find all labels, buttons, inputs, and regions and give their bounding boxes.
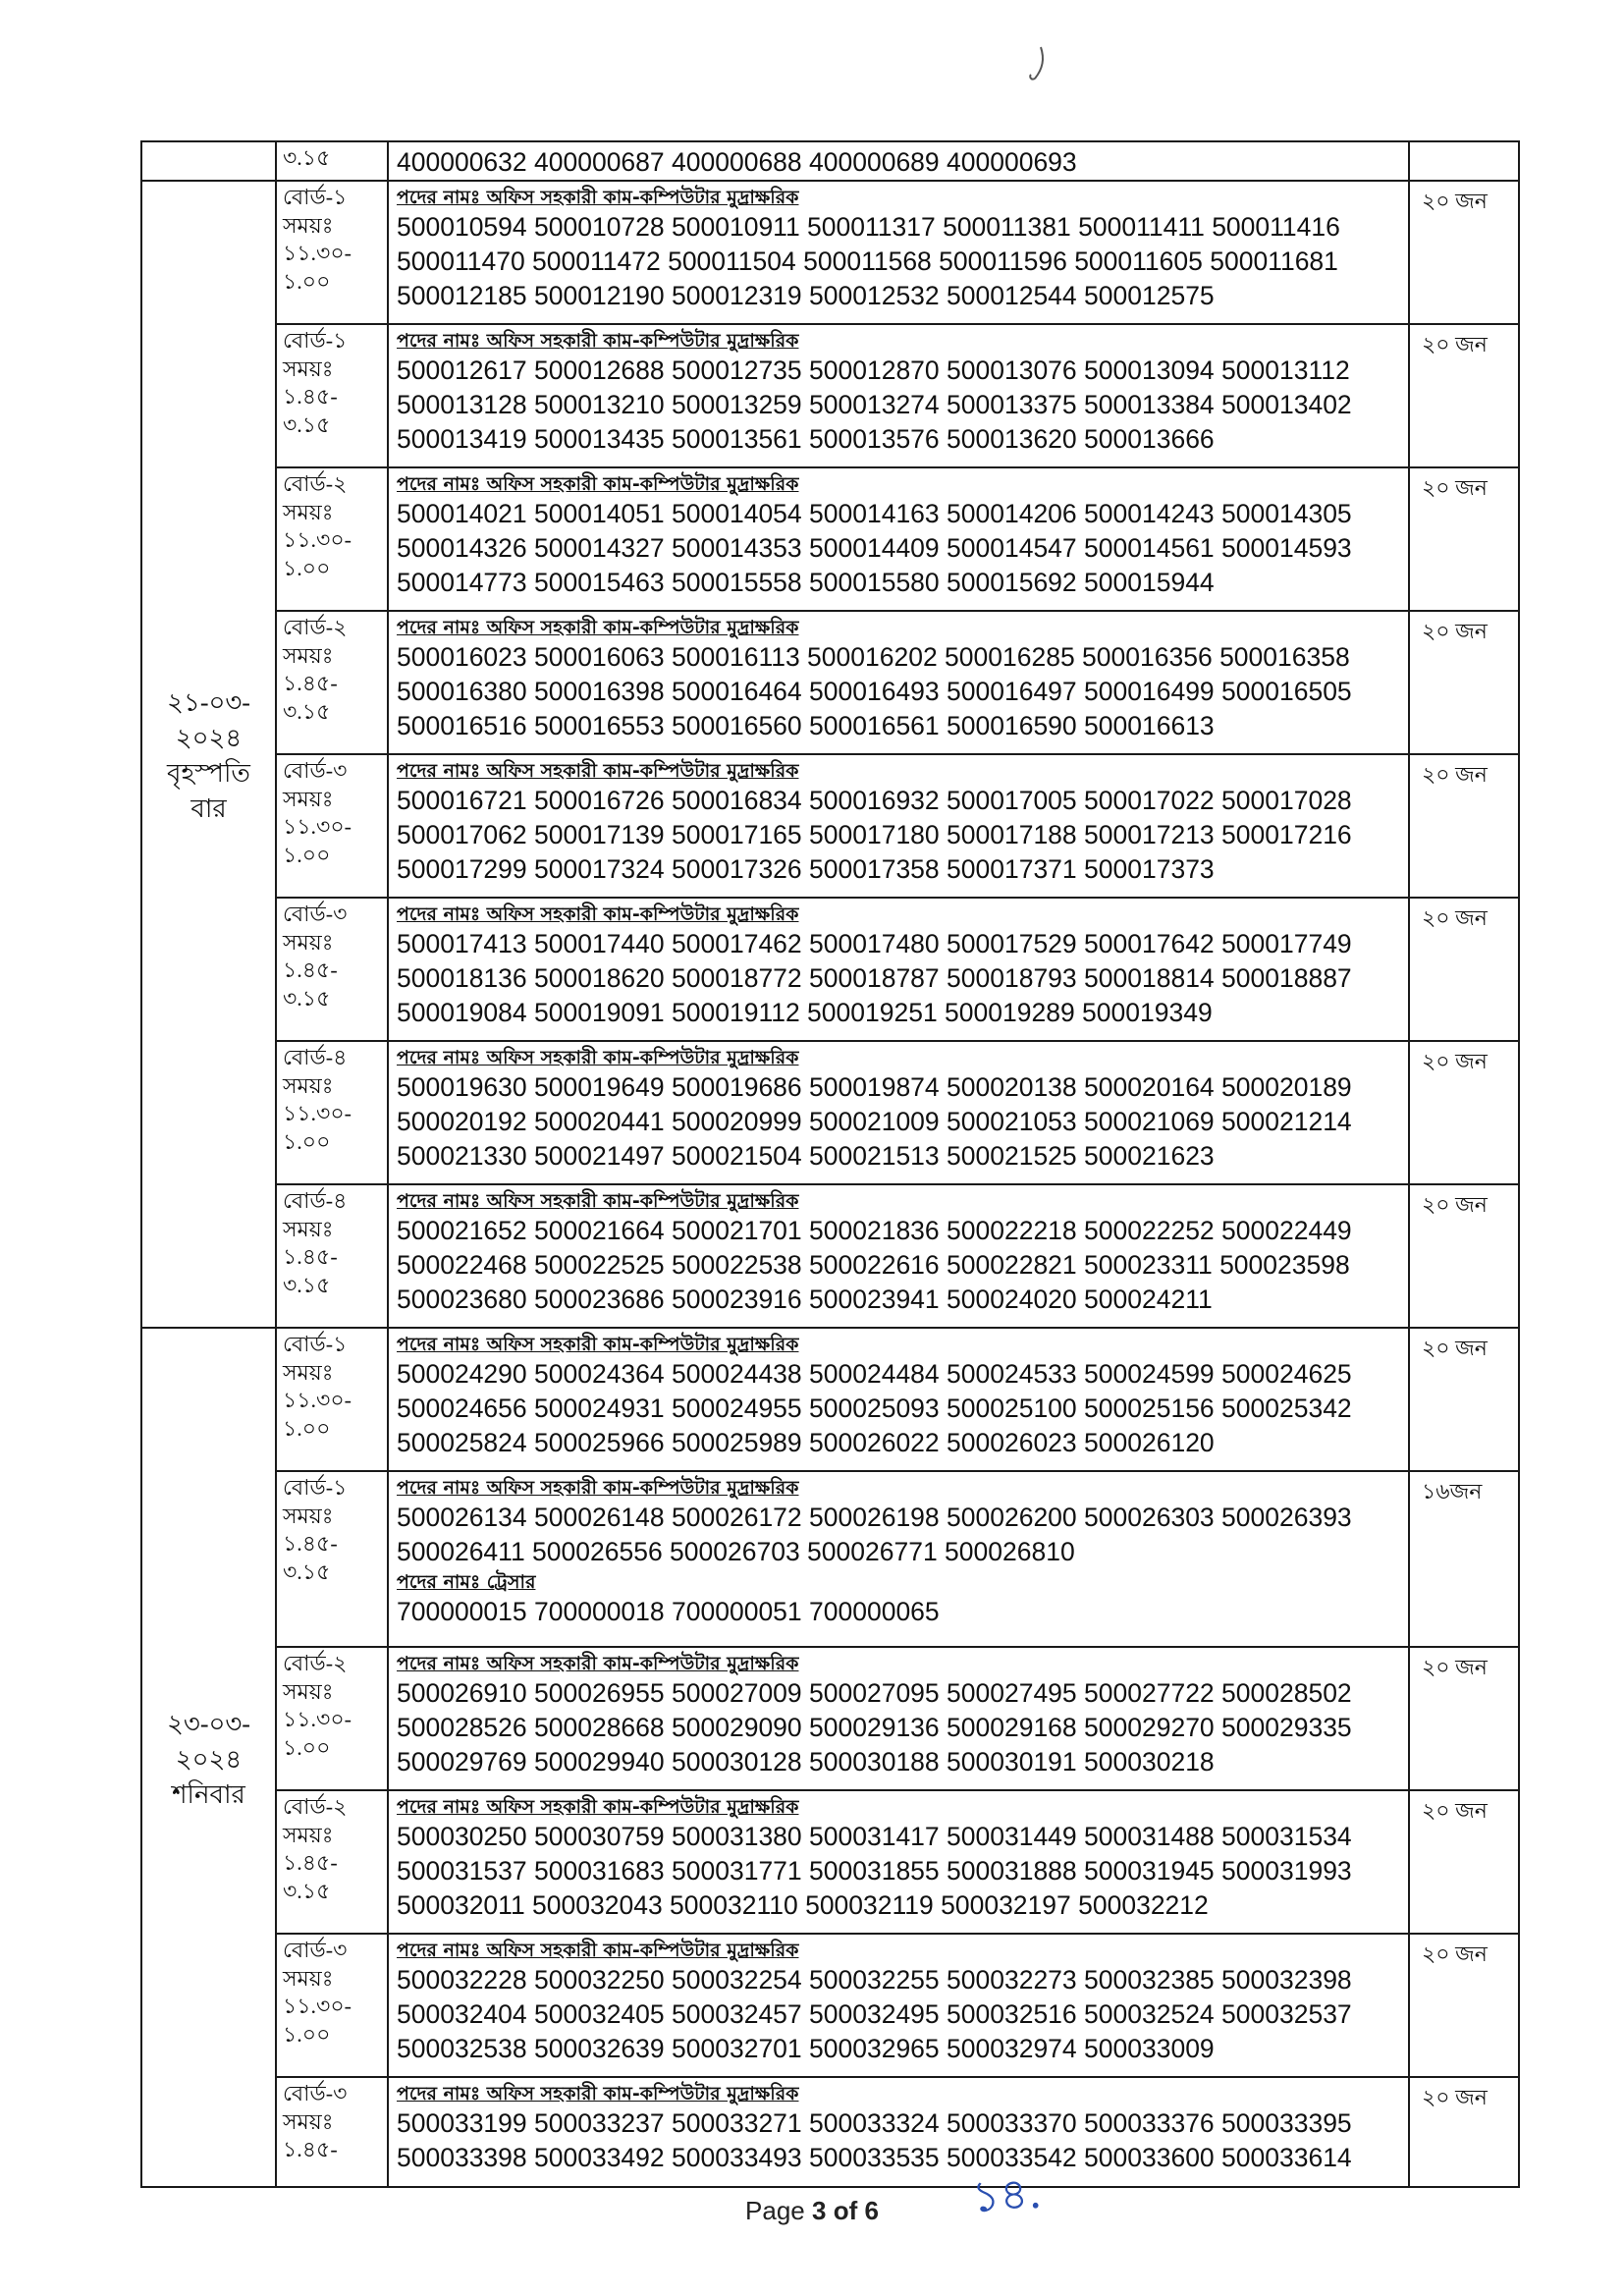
board-time-line: ৩.১৫ — [283, 698, 331, 724]
post-title: পদের নামঃ অফিস সহকারী কাম-কম্পিউটার মুদ্রাক্ষরিক — [397, 330, 799, 352]
board-cell — [276, 467, 388, 611]
candidate-count: ২০ জন — [1422, 619, 1488, 643]
date-line: ২১-০৩- — [167, 688, 250, 717]
roll-line: 500016516 500016553 500016560 500016561 500016590 500016613 — [397, 711, 1215, 740]
candidate-count: ২০ জন — [1422, 2085, 1488, 2109]
board-cell — [276, 1471, 388, 1647]
count-cell — [1409, 1647, 1519, 1790]
board-cell — [276, 1328, 388, 1471]
board-time-line: ১.০০ — [283, 555, 331, 580]
rolls-cell — [388, 1328, 1409, 1471]
roll-line: 500026910 500026955 500027009 500027095 500027495 500027722 500028502 — [397, 1678, 1352, 1708]
date-line: বৃহস্পতি — [167, 759, 250, 788]
table-row — [141, 141, 1519, 181]
roll-line: 500017413 500017440 500017462 500017480 500017529 500017642 500017749 — [397, 929, 1352, 958]
page-number — [0, 2196, 1624, 2226]
board-time-line: সময়ঃ — [283, 2108, 334, 2134]
board-time-line: সময়ঃ — [283, 355, 334, 381]
board-time-line: ১.৪৫- — [283, 1244, 338, 1270]
board-time-line: ১১.৩০- — [283, 1994, 352, 2019]
roll-line: 500014326 500014327 500014353 500014409 500014547 500014561 500014593 — [397, 533, 1352, 563]
board-label: বোর্ড-২ — [283, 615, 348, 639]
candidate-count: ২০ জন — [1422, 1655, 1488, 1679]
roll-line: 500028526 500028668 500029090 500029136 500029168 500029270 500029335 — [397, 1713, 1352, 1742]
roll-line: 500021330 500021497 500021504 500021513 500021525 500021623 — [397, 1141, 1215, 1171]
count-cell — [1409, 181, 1519, 324]
rolls-cell — [388, 324, 1409, 467]
board-time-line: ১.০০ — [283, 1415, 331, 1441]
board-time-line: সময়ঃ — [283, 642, 334, 668]
candidate-count: ২০ জন — [1422, 1049, 1488, 1073]
post-title: পদের নামঃ অফিস সহকারী কাম-কম্পিউটার মুদ্রাক্ষরিক — [397, 617, 799, 638]
board-time-line: ১.৪৫- — [283, 957, 338, 983]
post-title: পদের নামঃ অফিস সহকারী কাম-কম্পিউটার মুদ্রাক্ষরিক — [397, 1334, 799, 1355]
page-current: 3 — [812, 2196, 827, 2225]
board-time-line: সময়ঃ — [283, 1359, 334, 1385]
board-cell — [276, 181, 388, 324]
candidate-count: ২০ জন — [1422, 1798, 1488, 1823]
board-time-line: ১.০০ — [283, 2021, 331, 2047]
post-title: পদের নামঃ অফিস সহকারী কাম-কম্পিউটার মুদ্রাক্ষরিক — [397, 760, 799, 782]
board-time-line: ১.৪৫- — [283, 671, 338, 696]
table-row — [141, 1647, 1519, 1790]
board-label: বোর্ড-২ — [283, 471, 348, 496]
post-title: পদের নামঃ অফিস সহকারী কাম-কম্পিউটার মুদ্রাক্ষরিক — [397, 1477, 799, 1499]
roll-line: 500026411 500026556 500026703 500026771 500026810 — [397, 1537, 1075, 1566]
roll-line: 500013128 500013210 500013259 500013274 500013375 500013384 500013402 — [397, 390, 1352, 419]
board-label: বোর্ড-৩ — [283, 1938, 348, 1962]
roll-line: 500010594 500010728 500010911 500011317 500011381 500011411 500011416 — [397, 212, 1340, 242]
board-time-line: ১১.৩০- — [283, 1101, 352, 1126]
rolls-cell — [388, 1647, 1409, 1790]
roll-line: 500024656 500024931 500024955 500025093 500025100 500025156 500025342 — [397, 1394, 1352, 1423]
board-time-line: ৩.১৫ — [283, 985, 331, 1011]
count-cell — [1409, 1471, 1519, 1647]
board-time-line: ১১.৩০- — [283, 1388, 352, 1413]
count-cell — [1409, 611, 1519, 754]
board-time-line: ১.৪৫- — [283, 384, 338, 410]
roll-line: 500019084 500019091 500019112 500019251 500019289 500019349 — [397, 998, 1213, 1027]
board-label: বোর্ড-৩ — [283, 902, 348, 926]
roll-line: 500016721 500016726 500016834 500016932 500017005 500017022 500017028 — [397, 786, 1352, 815]
board-time-line: ১.৪৫- — [283, 1850, 338, 1876]
board-time-line: ১.০০ — [283, 1734, 331, 1760]
rolls-cell — [388, 611, 1409, 754]
board-cell — [276, 1647, 388, 1790]
table-row — [141, 898, 1519, 1041]
roll-line: 500032011 500032043 500032110 500032119 500032197 500032212 — [397, 1890, 1209, 1920]
board-label: বোর্ড-১ — [283, 1332, 348, 1356]
count-cell — [1409, 754, 1519, 898]
board-time-line: সময়ঃ — [283, 1216, 334, 1241]
board-cell — [276, 1934, 388, 2077]
board-cell — [276, 2077, 388, 2187]
post-title: পদের নামঃ অফিস সহকারী কাম-কম্পিউটার মুদ্রাক্ষরিক — [397, 1047, 799, 1068]
roll-line: 500025824 500025966 500025989 500026022 500026023 500026120 — [397, 1428, 1215, 1457]
rolls-cell — [388, 467, 1409, 611]
date-line: ২০২৪ — [175, 1744, 243, 1774]
board-time-line: সময়ঃ — [283, 212, 334, 238]
board-time-line: সময়ঃ — [283, 786, 334, 811]
table-row — [141, 467, 1519, 611]
rolls-cell — [388, 141, 1409, 181]
candidate-count: ২০ জন — [1422, 1192, 1488, 1217]
candidate-count: ২০ জন — [1422, 475, 1488, 500]
table-row — [141, 1328, 1519, 1471]
count-cell — [1409, 324, 1519, 467]
roll-line: 500029769 500029940 500030128 500030188 500030191 500030218 — [397, 1747, 1215, 1777]
board-cell — [276, 898, 388, 1041]
roll-line: 500031537 500031683 500031771 500031855 500031888 500031945 500031993 — [397, 1856, 1352, 1886]
date-cell — [141, 141, 276, 181]
candidate-count: ২০ জন — [1422, 332, 1488, 356]
date-line: ২৩-০৩- — [167, 1709, 250, 1738]
roll-line: 500012185 500012190 500012319 500012532 500012544 500012575 — [397, 281, 1215, 310]
board-label: বোর্ড-১ — [283, 185, 348, 209]
board-time-line: ১.০০ — [283, 1128, 331, 1154]
rolls-cell — [388, 1184, 1409, 1328]
board-label: বোর্ড-৪ — [283, 1188, 348, 1213]
candidate-count: ২০ জন — [1422, 905, 1488, 930]
roll-line: 500014773 500015463 500015558 500015580 500015692 500015944 — [397, 568, 1215, 597]
post-title: পদের নামঃ ট্রেসার — [397, 1571, 536, 1593]
rolls-cell — [388, 1041, 1409, 1184]
board-time-line: ৩.১৫ — [283, 411, 331, 437]
count-cell — [1409, 1184, 1519, 1328]
handwritten-page-mark: ১৪. — [970, 2167, 1044, 2223]
candidate-count: ২০ জন — [1422, 189, 1488, 213]
roll-line: 400000632 400000687 400000688 400000689 400000693 — [397, 147, 1077, 177]
board-time-line: ১১.৩০- — [283, 241, 352, 266]
board-time-line: ৩.১৫ — [283, 1558, 331, 1584]
board-cell — [276, 1041, 388, 1184]
date-line: ২০২৪ — [175, 724, 243, 752]
roll-line: 500016380 500016398 500016464 500016493 500016497 500016499 500016505 — [397, 677, 1352, 706]
roll-line: 500033398 500033492 500033493 500033535 500033542 500033600 500033614 — [397, 2143, 1352, 2172]
table-row — [141, 1471, 1519, 1647]
roll-line: 500020192 500020441 500020999 500021009 500021053 500021069 500021214 — [397, 1107, 1352, 1136]
roll-line: 500014021 500014051 500014054 500014163 500014206 500014243 500014305 — [397, 499, 1352, 528]
board-label: বোর্ড-২ — [283, 1651, 348, 1675]
rolls-cell — [388, 1934, 1409, 2077]
board-time-line: সময়ঃ — [283, 1072, 334, 1098]
roll-line: 500022468 500022525 500022538 500022616 500022821 500023311 500023598 — [397, 1250, 1350, 1280]
page-of: of — [833, 2196, 858, 2225]
roll-line: 500024290 500024364 500024438 500024484 500024533 500024599 500024625 — [397, 1359, 1352, 1389]
table-row — [141, 1790, 1519, 1934]
schedule-table-body — [141, 141, 1519, 2187]
table-row — [141, 1934, 1519, 2077]
table-row — [141, 181, 1519, 324]
schedule-table — [140, 140, 1520, 2188]
table-row — [141, 1184, 1519, 1328]
post-title: পদের নামঃ অফিস সহকারী কাম-কম্পিউটার মুদ্রাক্ষরিক — [397, 1940, 799, 1961]
count-cell — [1409, 2077, 1519, 2187]
board-label: বোর্ড-১ — [283, 328, 348, 353]
board-time-line: ১.৪৫- — [283, 2137, 338, 2162]
roll-line: 500021652 500021664 500021701 500021836 500022218 500022252 500022449 — [397, 1216, 1352, 1245]
board-time-line: ১.০০ — [283, 268, 331, 294]
roll-line: 700000015 700000018 700000051 700000065 — [397, 1597, 940, 1626]
count-cell — [1409, 141, 1519, 181]
date-cell — [141, 181, 276, 1328]
candidate-count: ১৬জন — [1422, 1479, 1483, 1503]
board-cell — [276, 1184, 388, 1328]
board-time-line: ১১.৩০- — [283, 527, 352, 553]
candidate-count: ২০ জন — [1422, 1336, 1488, 1360]
board-time-line: ৩.১৫ — [283, 1878, 331, 1903]
roll-line: 500017299 500017324 500017326 500017358 500017371 500017373 — [397, 854, 1215, 884]
date-line: বার — [190, 794, 227, 823]
board-cell — [276, 324, 388, 467]
pen-scribble-icon — [1021, 39, 1060, 88]
candidate-count: ২০ জন — [1422, 762, 1488, 787]
board-cell — [276, 141, 388, 181]
board-time-line: সময়ঃ — [283, 1965, 334, 1991]
rolls-cell — [388, 2077, 1409, 2187]
rolls-cell — [388, 898, 1409, 1041]
board-label: বোর্ড-১ — [283, 1475, 348, 1500]
count-cell — [1409, 898, 1519, 1041]
board-time-line: সময়ঃ — [283, 1678, 334, 1704]
board-time-line: ৩.১৫ — [283, 145, 331, 170]
post-title: পদের নামঃ অফিস সহকারী কাম-কম্পিউটার মুদ্রাক্ষরিক — [397, 2083, 799, 2105]
board-label: বোর্ড-৩ — [283, 758, 348, 783]
count-cell — [1409, 1790, 1519, 1934]
post-title: পদের নামঃ অফিস সহকারী কাম-কম্পিউটার মুদ্রাক্ষরিক — [397, 1190, 799, 1212]
rolls-cell — [388, 181, 1409, 324]
board-time-line: সময়ঃ — [283, 1503, 334, 1528]
board-time-line: সময়ঃ — [283, 929, 334, 955]
rolls-cell — [388, 1471, 1409, 1647]
roll-line: 500032404 500032405 500032457 500032495 500032516 500032524 500032537 — [397, 1999, 1352, 2029]
roll-line: 500019630 500019649 500019686 500019874 500020138 500020164 500020189 — [397, 1072, 1352, 1102]
table-row — [141, 611, 1519, 754]
page-label: Page — [745, 2196, 805, 2225]
table-row — [141, 2077, 1519, 2187]
board-time-line: ১১.৩০- — [283, 1707, 352, 1732]
board-cell — [276, 1790, 388, 1934]
board-time-line: ১.০০ — [283, 842, 331, 867]
date-line: শনিবার — [172, 1779, 245, 1809]
rolls-cell — [388, 1790, 1409, 1934]
post-title: পদের নামঃ অফিস সহকারী কাম-কম্পিউটার মুদ্রাক্ষরিক — [397, 1796, 799, 1818]
roll-line: 500032538 500032639 500032701 500032965 500032974 500033009 — [397, 2034, 1215, 2063]
count-cell — [1409, 1328, 1519, 1471]
board-time-line: ১১.৩০- — [283, 814, 352, 840]
roll-line: 500023680 500023686 500023916 500023941 500024020 500024211 — [397, 1285, 1213, 1314]
roll-line: 500013419 500013435 500013561 500013576 500013620 500013666 — [397, 424, 1215, 454]
post-title: পদের নামঃ অফিস সহকারী কাম-কম্পিউটার মুদ্রাক্ষরিক — [397, 903, 799, 925]
roll-line: 500011470 500011472 500011504 500011568 500011596 500011605 500011681 — [397, 246, 1338, 276]
count-cell — [1409, 1934, 1519, 2077]
roll-line: 500018136 500018620 500018772 500018787 500018793 500018814 500018887 — [397, 963, 1352, 993]
count-cell — [1409, 467, 1519, 611]
post-title: পদের নামঃ অফিস সহকারী কাম-কম্পিউটার মুদ্রাক্ষরিক — [397, 1653, 799, 1674]
roll-line: 500012617 500012688 500012735 500012870 500013076 500013094 500013112 — [397, 355, 1350, 385]
board-time-line: সময়ঃ — [283, 499, 334, 524]
roll-line: 500017062 500017139 500017165 500017180 500017188 500017213 500017216 — [397, 820, 1352, 849]
table-row — [141, 1041, 1519, 1184]
board-time-line: সময়ঃ — [283, 1822, 334, 1847]
board-time-line: ৩.১৫ — [283, 1272, 331, 1297]
table-row — [141, 754, 1519, 898]
roll-line: 500016023 500016063 500016113 500016202 500016285 500016356 500016358 — [397, 642, 1350, 672]
roll-line: 500032228 500032250 500032254 500032255 500032273 500032385 500032398 — [397, 1965, 1352, 1995]
board-label: বোর্ড-২ — [283, 1794, 348, 1819]
board-cell — [276, 611, 388, 754]
board-time-line: ১.৪৫- — [283, 1531, 338, 1557]
roll-line: 500030250 500030759 500031380 500031417 500031449 500031488 500031534 — [397, 1822, 1352, 1851]
board-label: বোর্ড-৪ — [283, 1045, 348, 1069]
candidate-count: ২০ জন — [1422, 1941, 1488, 1966]
post-title: পদের নামঃ অফিস সহকারী কাম-কম্পিউটার মুদ্রাক্ষরিক — [397, 187, 799, 208]
date-cell — [141, 1328, 276, 2187]
board-label: বোর্ড-৩ — [283, 2081, 348, 2105]
post-title: পদের নামঃ অফিস সহকারী কাম-কম্পিউটার মুদ্রাক্ষরিক — [397, 473, 799, 495]
count-cell — [1409, 1041, 1519, 1184]
roll-line: 500026134 500026148 500026172 500026198 500026200 500026303 500026393 — [397, 1503, 1352, 1532]
page-total: 6 — [864, 2196, 879, 2225]
table-row — [141, 324, 1519, 467]
roll-line: 500033199 500033237 500033271 500033324 500033370 500033376 500033395 — [397, 2108, 1352, 2138]
board-cell — [276, 754, 388, 898]
rolls-cell — [388, 754, 1409, 898]
